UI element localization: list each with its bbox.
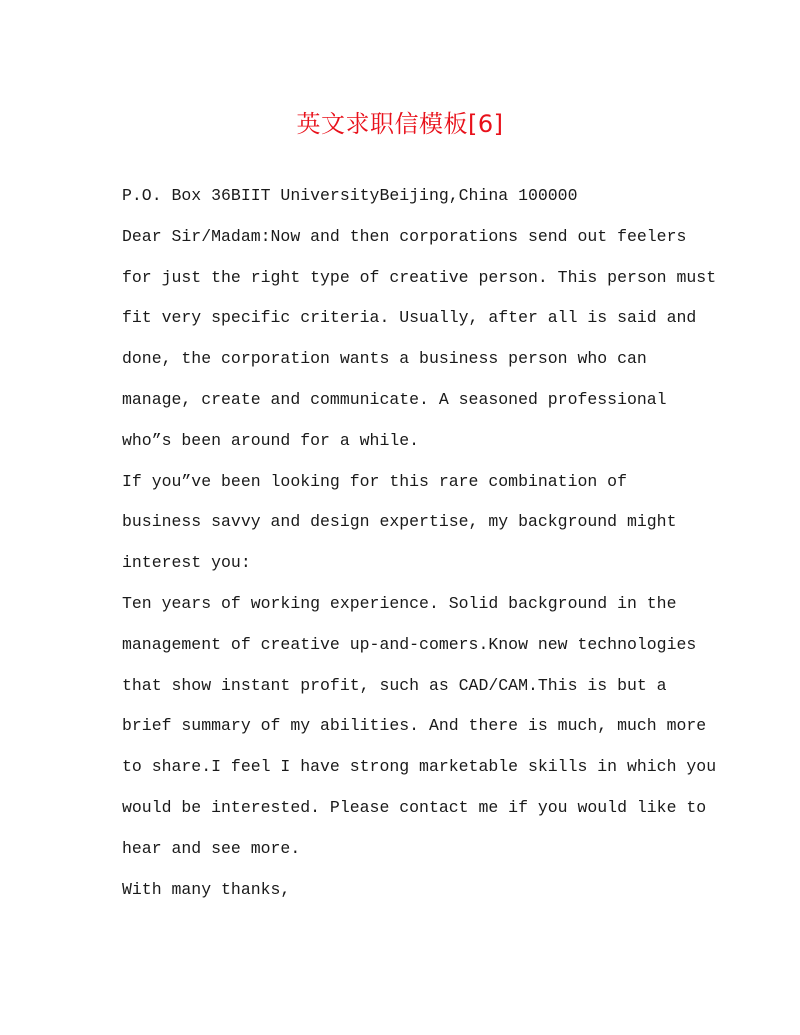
text-line: If you”ve been looking for this rare combination of [122,471,627,491]
text-line: hear and see more. [122,838,301,858]
text-line: Dear Sir/Madam:Now and then corporations send out feelers [122,226,687,246]
text-line: Ten years of working experience. Solid background in the [122,593,677,613]
page-title: 英文求职信模板[6] [296,110,504,138]
text-line: to share.I feel I have strong marketable skills in which you [122,757,717,777]
text-line: manage, create and communicate. A seasoned professional [122,389,667,409]
text-line: done, the corporation wants a business person who can [122,349,647,369]
text-line: for just the right type of creative person. This person must [122,267,717,287]
text-line: would be interested. Please contact me if you would like to [122,797,707,817]
text-line: management of creative up-and-comers.Know new technologies [122,634,697,654]
closing-line: With many thanks, [122,879,291,899]
address-line: P.O. Box 36BIIT UniversityBeijing,China 100000 [122,186,578,205]
text-line: fit very specific criteria. Usually, after all is said and [122,308,697,328]
text-line: that show instant profit, such as CAD/CAM.This is but a [122,675,667,695]
text-line: interest you: [122,553,251,573]
text-line: business savvy and design expertise, my background might [122,512,677,532]
letter-body [122,176,717,910]
text-line: brief summary of my abilities. And there is much, much more [122,716,707,736]
text-line: who”s been around for a while. [122,430,420,450]
